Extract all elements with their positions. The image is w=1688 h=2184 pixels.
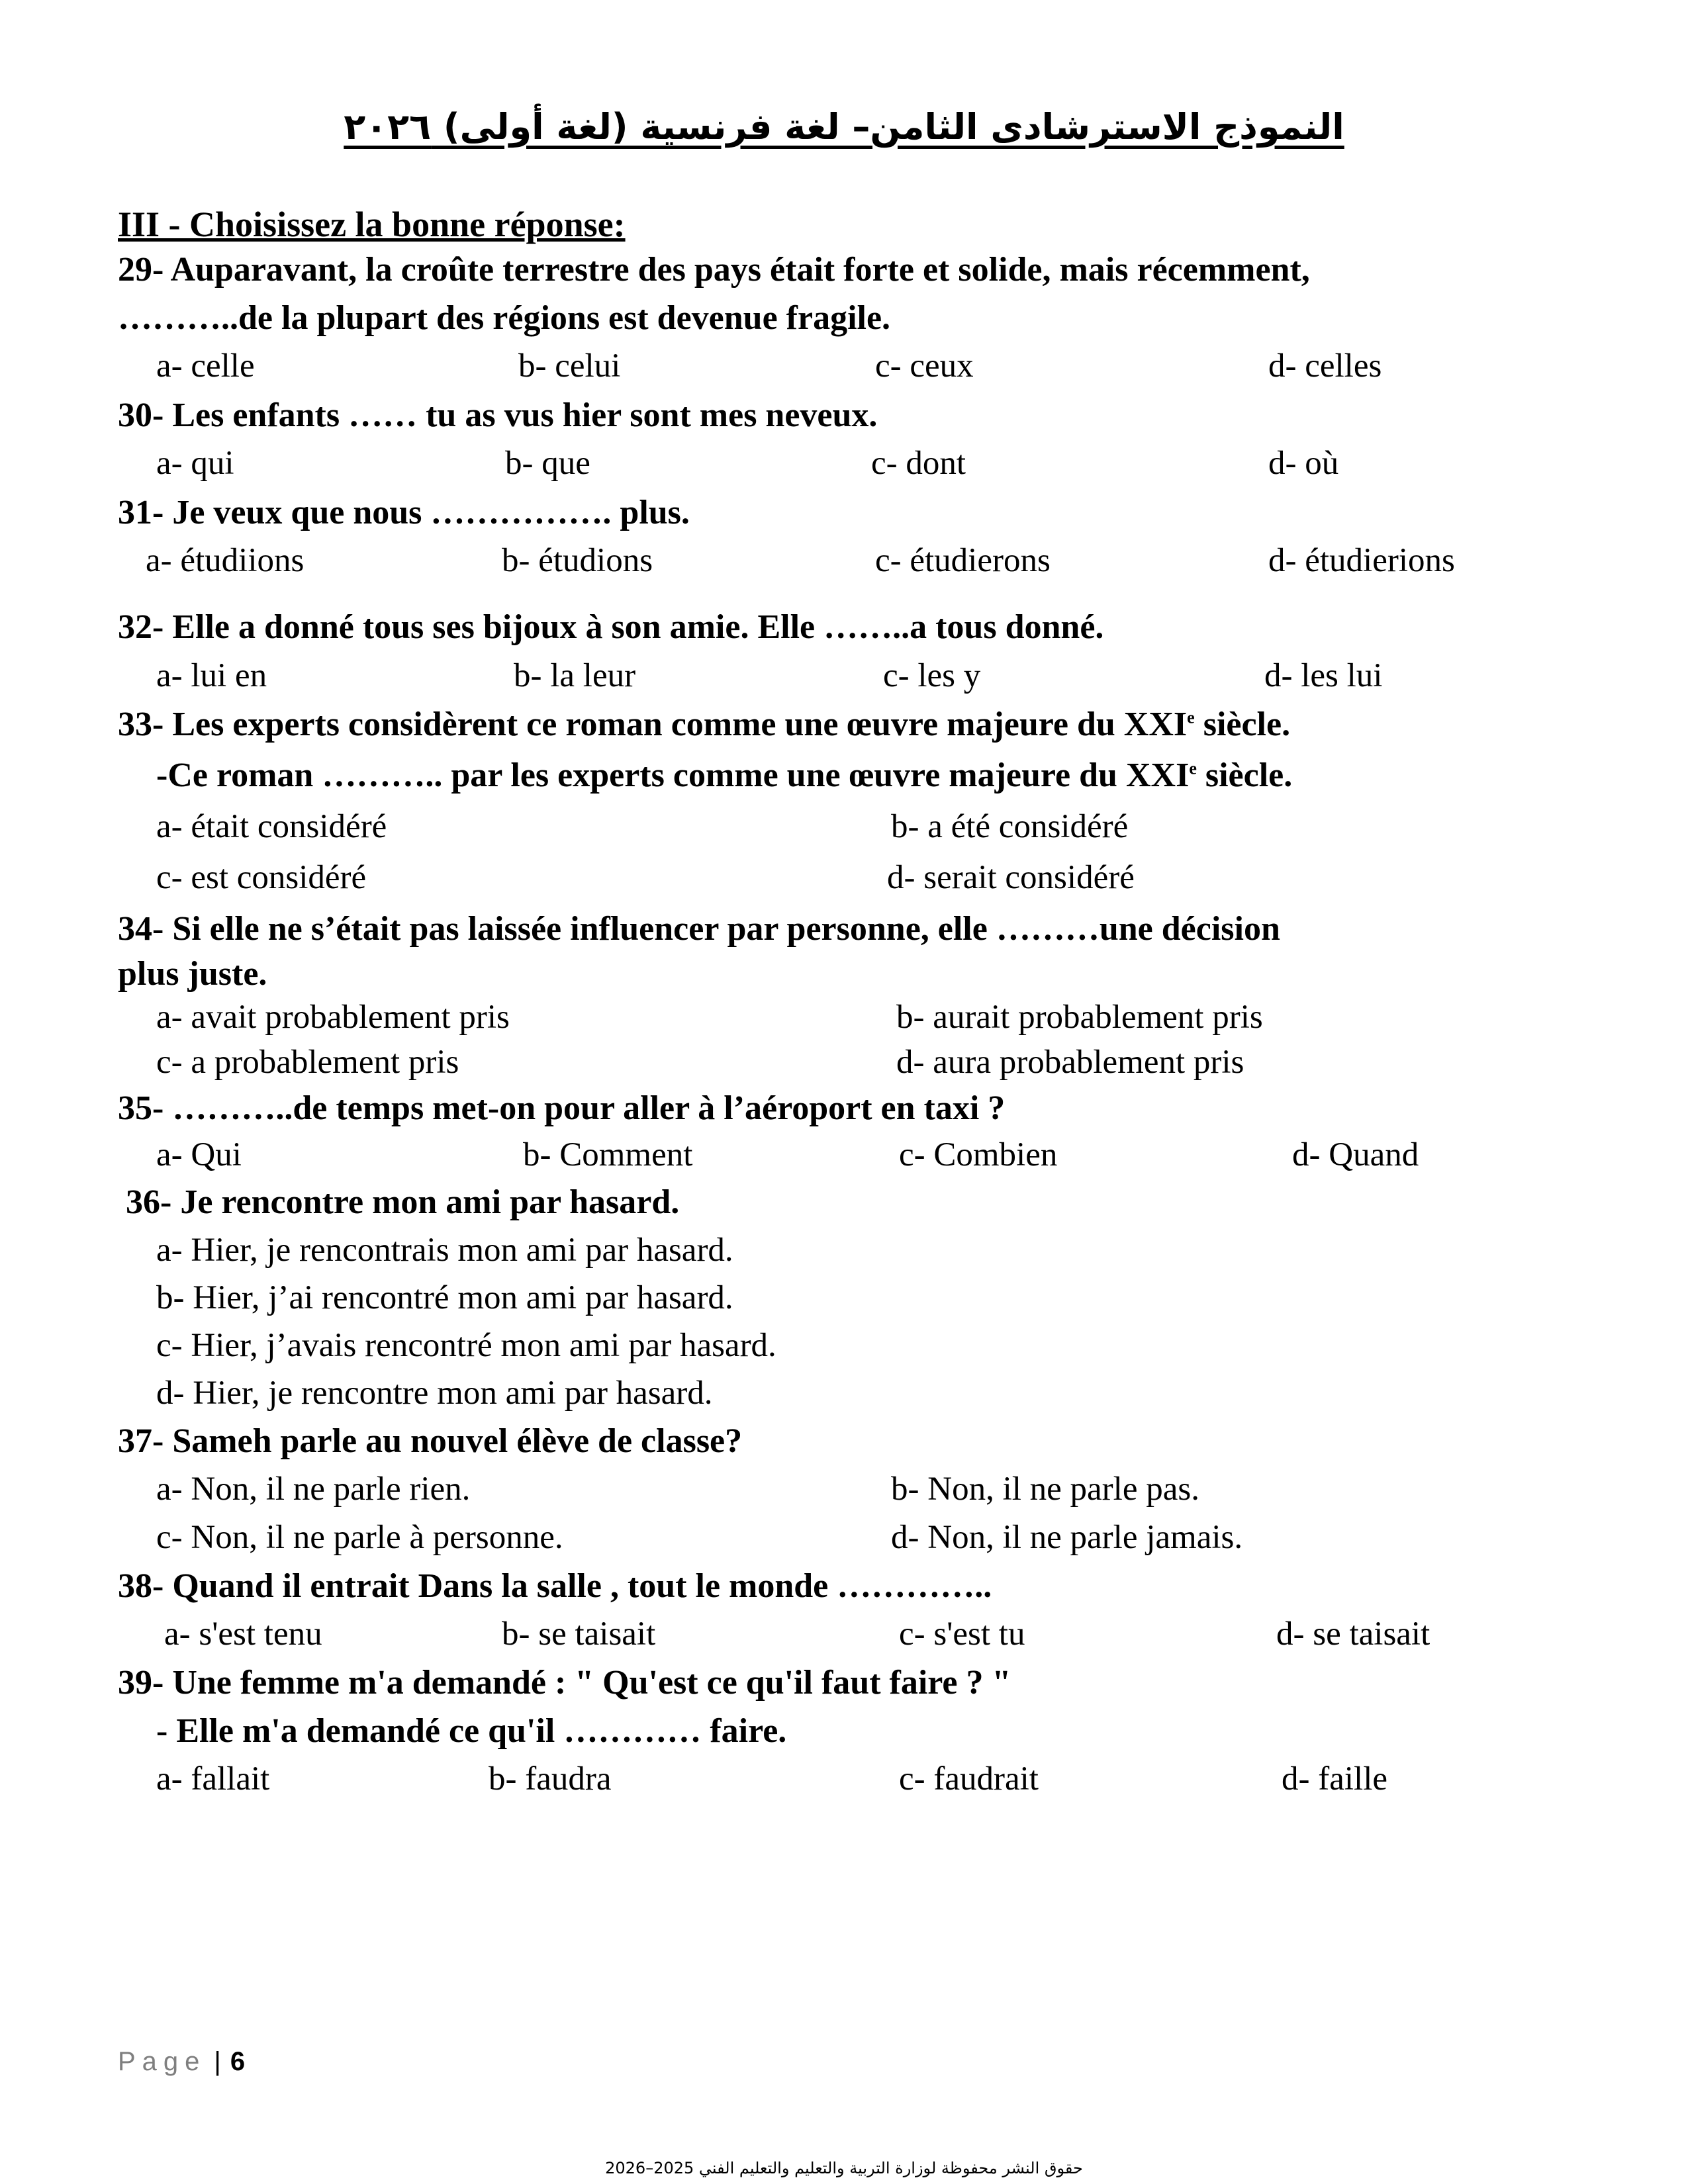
question-39-line-1: 39- Une femme m'a demandé : " Qu'est ce qu'il faut faire ? ": [118, 1664, 1011, 1702]
question-33-option-b: b- a été considéré: [891, 808, 1129, 845]
question-31-option-d: d- étudierions: [1268, 542, 1455, 579]
question-34-option-b: b- aurait probablement pris: [896, 999, 1263, 1036]
question-34-option-c: c- a probablement pris: [156, 1044, 459, 1081]
question-38-option-a: a- s'est tenu: [164, 1615, 322, 1653]
question-29-option-a: a- celle: [156, 347, 255, 385]
question-30-option-c: c- dont: [871, 445, 966, 482]
question-31-line-1: 31- Je veux que nous ……………. plus.: [118, 494, 690, 531]
question-32-line-1: 32- Elle a donné tous ses bijoux à son amie. Elle ……..a tous donné.: [118, 608, 1104, 646]
question-35-option-a: a- Qui: [156, 1136, 242, 1173]
question-29-line-1: 29- Auparavant, la croûte terrestre des pays était forte et solide, mais récemment,: [118, 251, 1310, 289]
page-separator: |: [214, 2047, 221, 2076]
question-34-option-a: a- avait probablement pris: [156, 999, 510, 1036]
question-38-option-d: d- se taisait: [1276, 1615, 1430, 1653]
copyright-notice: حقوق النشر محفوظة لوزارة التربية والتعليم والتعليم الفني 2025–2026: [605, 2159, 1083, 2177]
question-33-option-c: c- est considéré: [156, 859, 367, 896]
question-39-option-d: d- faille: [1282, 1760, 1387, 1797]
question-29-line-2: ………..de la plupart des régions est devenue fragile.: [118, 299, 891, 337]
question-36-line-1: 36- Je rencontre mon ami par hasard.: [126, 1183, 680, 1221]
page-label: Page: [118, 2047, 207, 2076]
question-35-option-c: c- Combien: [899, 1136, 1058, 1173]
question-30-option-a: a- qui: [156, 445, 234, 482]
question-30-option-d: d- où: [1268, 445, 1339, 482]
question-38-line-1: 38- Quand il entrait Dans la salle , tout le monde …………..: [118, 1567, 992, 1605]
question-36-option-c: c- Hier, j’avais rencontré mon ami par hasard.: [156, 1327, 776, 1364]
question-38-option-c: c- s'est tu: [899, 1615, 1025, 1653]
question-37-option-d: d- Non, il ne parle jamais.: [891, 1519, 1243, 1556]
page-footer: [118, 2047, 245, 2077]
page-number: 6: [230, 2047, 246, 2076]
question-37-option-c: c- Non, il ne parle à personne.: [156, 1519, 563, 1556]
question-36-option-b: b- Hier, j’ai rencontré mon ami par hasard.: [156, 1279, 733, 1316]
question-29-option-d: d- celles: [1268, 347, 1382, 385]
page-title: النموذج الاسترشادى الثامن– لغة فرنسية (لغة أولى) ٢٠٢٦: [344, 106, 1344, 148]
question-39-option-b: b- faudra: [489, 1760, 612, 1797]
question-37-option-b: b- Non, il ne parle pas.: [891, 1471, 1199, 1508]
question-39-option-c: c- faudrait: [899, 1760, 1039, 1797]
question-34-line-2: plus juste.: [118, 955, 267, 993]
question-32-option-d: d- les lui: [1264, 657, 1383, 694]
question-39-option-a: a- fallait: [156, 1760, 270, 1797]
question-29-option-c: c- ceux: [875, 347, 974, 385]
section-title: III - Choisissez la bonne réponse:: [118, 205, 626, 244]
question-36-option-d: d- Hier, je rencontre mon ami par hasard.: [156, 1375, 713, 1412]
question-34-line-1: 34- Si elle ne s’était pas laissée influencer par personne, elle ………une décision: [118, 910, 1280, 948]
question-32-option-a: a- lui en: [156, 657, 267, 694]
question-31-option-c: c- étudierons: [875, 542, 1051, 579]
question-33-line-1: 33- Les experts considèrent ce roman comme une œuvre majeure du XXIe siècle.: [118, 705, 1291, 743]
question-37-option-a: a- Non, il ne parle rien.: [156, 1471, 471, 1508]
question-33-option-d: d- serait considéré: [887, 859, 1135, 896]
question-33-option-a: a- était considéré: [156, 808, 387, 845]
question-34-option-d: d- aura probablement pris: [896, 1044, 1244, 1081]
question-30-option-b: b- que: [505, 445, 590, 482]
question-31-option-a: a- étudiions: [146, 542, 305, 579]
question-35-option-b: b- Comment: [523, 1136, 693, 1173]
question-37-line-1: 37- Sameh parle au nouvel élève de classe?: [118, 1422, 743, 1460]
question-35-option-d: d- Quand: [1292, 1136, 1419, 1173]
question-38-option-b: b- se taisait: [502, 1615, 656, 1653]
question-32-option-c: c- les y: [883, 657, 981, 694]
question-30-line-1: 30- Les enfants …… tu as vus hier sont mes neveux.: [118, 396, 878, 434]
question-35-line-1: 35- ………..de temps met-on pour aller à l’aéroport en taxi ?: [118, 1089, 1006, 1127]
question-33-line-2: -Ce roman ……….. par les experts comme une œuvre majeure du XXIe siècle.: [156, 756, 1293, 794]
question-29-option-b: b- celui: [518, 347, 621, 385]
question-36-option-a: a- Hier, je rencontrais mon ami par hasard.: [156, 1232, 733, 1269]
question-31-option-b: b- étudions: [502, 542, 653, 579]
question-39-line-2: - Elle m'a demandé ce qu'il ………… faire.: [156, 1712, 787, 1750]
question-32-option-b: b- la leur: [514, 657, 636, 694]
